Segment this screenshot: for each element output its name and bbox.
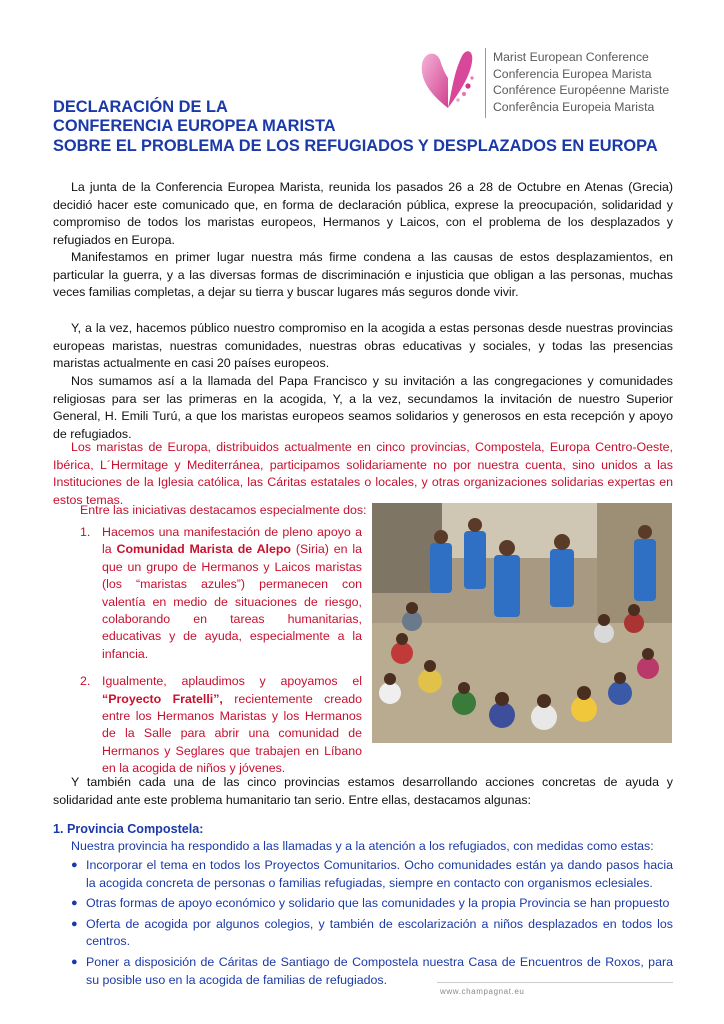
compostela-actions-list	[71, 857, 673, 989]
paragraph-provincial-actions: Y también cada una de las cinco provincias estamos desarrollando acciones concretas de ayuda y solidaridad ante este problema humanitario tan serio. Entre ellas, destacamos algunas:	[53, 775, 673, 807]
initiatives-list	[80, 524, 362, 778]
children-circle-photo	[372, 503, 672, 743]
org-name-fr: Conférence Européenne Mariste	[493, 83, 670, 97]
initiative-item	[80, 524, 362, 663]
bullet-dot-icon: ●	[71, 859, 78, 871]
initiative-text-post: recientemente creado entre los Hermanos Maristas y los Hermanos de la Salle para abrir una comunidad de Hermanos y Seglares que trabajen en Líbano en la acogida de niños y jóvenes.	[102, 691, 362, 776]
list-item-text: Incorporar el tema en todos los Proyectos Comunitarios. Ocho comunidades están ya dando pasos hacia la acogida concreta de personas o familias refugiadas, siempre en contacto con organismos eclesiales.	[86, 858, 673, 890]
list-item	[71, 857, 673, 892]
list-item	[71, 916, 673, 951]
paragraph-provinces: Los maristas de Europa, distribuidos actualmente en cinco provincias, Compostela, Europa Centro-Oeste, Ibérica, L´Hermitage y Mediterránea, participamos solidariamente no por nuestra cuenta, sino unidos a las Instituciones de la Iglesia católica, las Cáritas estatales o locales, y otras organizaciones solidarias expertas en estos temas.	[53, 440, 673, 508]
initiative-text-post: (Siria) en la que un grupo de Hermanos y Laicos maristas (los “maristas azules”) permanecen con valentía en medio de situaciones de riesgo, colaborando en tareas humanitarias, educativas y de ayuda, especialmente a la infancia.	[102, 542, 363, 661]
initiative-highlight: Comunidad Marista de Alepo	[116, 542, 291, 557]
bullet-dot-icon: ●	[71, 955, 78, 968]
list-item	[71, 954, 673, 989]
paragraph-commitment: Y, a la vez, hacemos público nuestro compromiso en la acogida a estas personas desde nuestras provincias europeas maristas, nuestras comunidades, nuestras obras educativas y sociales, y todas las presencias maristas actualmente en casi 20 países europeos.	[53, 321, 673, 371]
list-item-text: Oferta de acogida por algunos colegios, y también de escolarización a niños desplazados en todos los centros.	[86, 916, 673, 949]
org-name-pt: Conferência Europeia Marista	[493, 99, 655, 114]
initiatives-intro: Entre las iniciativas destacamos especialmente dos:	[80, 503, 367, 517]
initiative-number: 2.	[80, 674, 91, 689]
initiative-number: 1.	[80, 525, 91, 539]
initiative-text-pre: Hacemos una manifestación de pleno apoyo a la	[102, 525, 362, 557]
document-title	[53, 98, 693, 156]
org-name-es: Conferencia Europea Marista	[493, 66, 652, 81]
section-intro: Nuestra provincia ha respondido a las llamadas y a la atención a los refugiados, con medidas como estas:	[71, 839, 654, 853]
initiative-item	[80, 673, 362, 777]
title-line-1: DECLARACIÓN DE LA	[53, 98, 228, 116]
list-item-text: Otras formas de apoyo económico y solidario que las comunidades y la propia Provincia se han propuesto	[86, 896, 670, 911]
bullet-dot-icon: ●	[71, 917, 78, 930]
bullet-dot-icon: ●	[71, 897, 78, 910]
paragraph-pope-call: Nos sumamos así a la llamada del Papa Francisco y su invitación a las congregaciones y comunidades religiosas para ser las primeras en la acogida, Y, a la vez, secundamos la invitación de nuestro Superior General, H. Emili Turú, a que los maristas europeos seamos solidarios y generosos en esta recepción y apoyo de refugiados.	[53, 374, 673, 442]
footer-website-link[interactable]: www.champagnat.eu	[440, 987, 525, 996]
title-line-3: SOBRE EL PROBLEMA DE LOS REFUGIADOS Y DESPLAZADOS EN EUROPA	[53, 136, 658, 155]
list-item	[71, 895, 673, 913]
title-line-2: CONFERENCIA EUROPEA MARISTA	[53, 117, 336, 136]
section-heading-compostela: 1. Provincia Compostela:	[53, 822, 204, 836]
list-item-text: Poner a disposición de Cáritas de Santiago de Compostela nuestra Casa de Encuentros de Roxos, para su posible uso en la acogida de familias de refugiados.	[86, 954, 673, 987]
paragraph-condemnation: Manifestamos en primer lugar nuestra más firme condena a las causas de estos desplazamientos, en particular la guerra, y a las diversas formas de discriminación e injusticia que obligan a las personas, muchas veces familias completas, a dejar su tierra y buscar lugares más seguros donde vivir.	[53, 250, 673, 300]
initiative-text-pre: Igualmente, aplaudimos y apoyamos el	[102, 674, 362, 689]
footer-divider	[437, 982, 673, 983]
initiative-highlight: “Proyecto Fratelli”,	[102, 691, 223, 706]
org-name-en: Marist European Conference	[493, 50, 649, 64]
paragraph-intro: La junta de la Conferencia Europea Marista, reunida los pasados 26 a 28 de Octubre en Atenas (Grecia) decidió hacer este comunicado que, en forma de declaración pública, exprese la preocupación, solidaridad y compromiso de todos los maristas europeos, Hermanos y Laicos, con el problema de los desplazados y refugiados en Europa.	[53, 180, 673, 248]
